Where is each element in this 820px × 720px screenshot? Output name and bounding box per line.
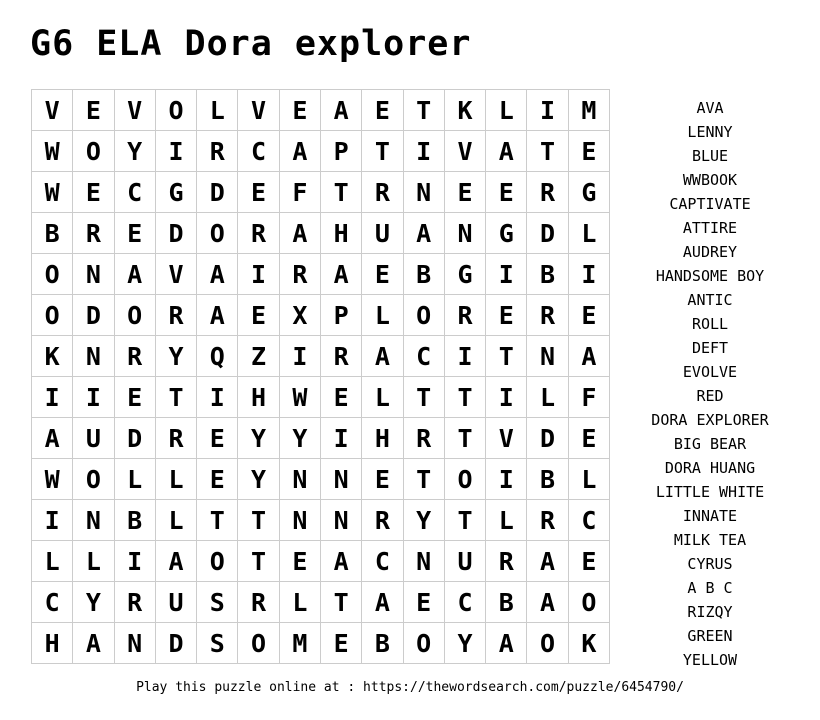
grid-cell[interactable]: O bbox=[197, 213, 238, 254]
grid-cell[interactable]: W bbox=[280, 377, 321, 418]
grid-cell[interactable]: I bbox=[32, 500, 73, 541]
grid-cell[interactable]: R bbox=[445, 295, 486, 336]
grid-cell[interactable]: F bbox=[280, 172, 321, 213]
grid-cell[interactable]: I bbox=[197, 377, 238, 418]
grid-cell[interactable]: N bbox=[280, 500, 321, 541]
grid-cell[interactable]: H bbox=[362, 418, 403, 459]
grid-cell[interactable]: Y bbox=[238, 459, 279, 500]
grid-cell[interactable]: E bbox=[362, 459, 403, 500]
grid-cell[interactable]: I bbox=[238, 254, 279, 295]
grid-cell[interactable]: E bbox=[569, 418, 610, 459]
grid-cell[interactable]: O bbox=[73, 131, 114, 172]
grid-cell[interactable]: I bbox=[486, 254, 527, 295]
grid-cell[interactable]: A bbox=[280, 213, 321, 254]
grid-cell[interactable]: B bbox=[32, 213, 73, 254]
grid-cell[interactable]: R bbox=[197, 131, 238, 172]
grid-cell[interactable]: A bbox=[197, 254, 238, 295]
grid-cell[interactable]: R bbox=[156, 295, 197, 336]
grid-cell[interactable]: E bbox=[569, 295, 610, 336]
grid-cell[interactable]: E bbox=[569, 541, 610, 582]
grid-cell[interactable]: A bbox=[73, 623, 114, 664]
grid-cell[interactable]: E bbox=[197, 459, 238, 500]
grid-cell[interactable]: T bbox=[527, 131, 568, 172]
grid-cell[interactable]: O bbox=[32, 254, 73, 295]
grid-cell[interactable]: C bbox=[115, 172, 156, 213]
grid-cell[interactable]: B bbox=[527, 254, 568, 295]
grid-cell[interactable]: E bbox=[404, 582, 445, 623]
grid-cell[interactable]: A bbox=[115, 254, 156, 295]
grid-cell[interactable]: Y bbox=[280, 418, 321, 459]
grid-cell[interactable]: A bbox=[197, 295, 238, 336]
grid-cell[interactable]: T bbox=[404, 459, 445, 500]
word-list-item: BIG BEAR bbox=[673, 435, 747, 453]
grid-cell[interactable]: H bbox=[238, 377, 279, 418]
word-list-item: MILK TEA bbox=[673, 531, 747, 549]
grid-cell[interactable]: T bbox=[197, 500, 238, 541]
grid-cell[interactable]: R bbox=[280, 254, 321, 295]
grid-cell[interactable]: N bbox=[280, 459, 321, 500]
grid-cell[interactable]: I bbox=[115, 541, 156, 582]
grid-cell[interactable]: V bbox=[486, 418, 527, 459]
grid-cell[interactable]: L bbox=[569, 213, 610, 254]
grid-cell[interactable]: V bbox=[238, 90, 279, 131]
grid-cell[interactable]: C bbox=[238, 131, 279, 172]
grid-cell[interactable]: T bbox=[404, 90, 445, 131]
grid-cell[interactable]: R bbox=[486, 541, 527, 582]
grid-cell[interactable]: D bbox=[527, 418, 568, 459]
word-list-item: DEFT bbox=[691, 339, 729, 357]
grid-cell[interactable]: E bbox=[197, 418, 238, 459]
word-search-grid bbox=[31, 89, 610, 664]
grid-cell[interactable]: I bbox=[321, 418, 362, 459]
grid-cell[interactable]: A bbox=[404, 213, 445, 254]
grid-cell[interactable]: V bbox=[115, 90, 156, 131]
grid-cell[interactable]: Q bbox=[197, 336, 238, 377]
grid-cell[interactable]: D bbox=[197, 172, 238, 213]
grid-cell[interactable]: K bbox=[445, 90, 486, 131]
grid-cell[interactable]: O bbox=[197, 541, 238, 582]
word-list-item: HANDSOME BOY bbox=[655, 267, 765, 285]
grid-cell[interactable]: L bbox=[527, 377, 568, 418]
word-list-item: INNATE bbox=[682, 507, 738, 525]
grid-cell[interactable]: E bbox=[362, 90, 403, 131]
grid-cell[interactable]: I bbox=[404, 131, 445, 172]
grid-cell[interactable]: H bbox=[32, 623, 73, 664]
grid-cell[interactable]: O bbox=[404, 623, 445, 664]
grid-cell[interactable]: N bbox=[321, 500, 362, 541]
word-list-item: CYRUS bbox=[687, 555, 733, 573]
grid-cell[interactable]: U bbox=[445, 541, 486, 582]
grid-cell[interactable]: O bbox=[115, 295, 156, 336]
word-list-item: RIZQY bbox=[687, 603, 733, 621]
grid-cell[interactable]: P bbox=[321, 295, 362, 336]
grid-cell[interactable]: V bbox=[156, 254, 197, 295]
grid-cell[interactable]: L bbox=[486, 500, 527, 541]
word-list-item: BLUE bbox=[691, 147, 729, 165]
grid-cell[interactable]: Y bbox=[115, 131, 156, 172]
grid-cell[interactable]: R bbox=[73, 213, 114, 254]
grid-cell[interactable]: R bbox=[156, 418, 197, 459]
grid-cell[interactable]: O bbox=[156, 90, 197, 131]
word-list-item: ATTIRE bbox=[682, 219, 738, 237]
word-list-item: RED bbox=[696, 387, 724, 405]
word-list-item: DORA EXPLORER bbox=[651, 411, 769, 429]
grid-cell[interactable]: E bbox=[115, 377, 156, 418]
grid-cell[interactable]: W bbox=[32, 172, 73, 213]
grid-cell[interactable]: U bbox=[73, 418, 114, 459]
grid-cell[interactable]: R bbox=[238, 213, 279, 254]
grid-cell[interactable]: N bbox=[73, 500, 114, 541]
grid-cell[interactable]: N bbox=[445, 213, 486, 254]
grid-cell[interactable]: L bbox=[362, 295, 403, 336]
grid-cell[interactable]: S bbox=[197, 582, 238, 623]
grid-cell[interactable]: O bbox=[238, 623, 279, 664]
grid-cell[interactable]: Y bbox=[73, 582, 114, 623]
grid-cell[interactable]: O bbox=[445, 459, 486, 500]
grid-cell[interactable]: F bbox=[569, 377, 610, 418]
grid-cell[interactable]: A bbox=[32, 418, 73, 459]
grid-cell[interactable]: E bbox=[238, 295, 279, 336]
grid-cell[interactable]: A bbox=[527, 541, 568, 582]
grid-cell[interactable]: N bbox=[404, 172, 445, 213]
grid-cell[interactable]: R bbox=[527, 172, 568, 213]
footer-play-online-link[interactable]: Play this puzzle online at : https://thewordsearch.com/puzzle/6454790/ bbox=[136, 680, 684, 695]
grid-cell[interactable]: N bbox=[73, 336, 114, 377]
page-title: G6 ELA Dora explorer bbox=[30, 24, 472, 64]
grid-cell[interactable]: L bbox=[569, 459, 610, 500]
word-list-item: WWBOOK bbox=[682, 171, 738, 189]
grid-cell[interactable]: I bbox=[527, 90, 568, 131]
grid-cell[interactable]: T bbox=[321, 172, 362, 213]
grid-cell[interactable]: Y bbox=[445, 623, 486, 664]
grid-cell[interactable]: V bbox=[32, 90, 73, 131]
grid-cell[interactable]: A bbox=[362, 582, 403, 623]
grid-cell[interactable]: H bbox=[321, 213, 362, 254]
grid-cell[interactable]: Y bbox=[156, 336, 197, 377]
grid-cell[interactable]: M bbox=[569, 90, 610, 131]
grid-cell[interactable]: B bbox=[486, 582, 527, 623]
grid-cell[interactable]: I bbox=[486, 377, 527, 418]
word-list-item: YELLOW bbox=[682, 651, 738, 669]
word-list-item: AVA bbox=[696, 99, 724, 117]
grid-cell[interactable]: S bbox=[197, 623, 238, 664]
grid-cell[interactable]: M bbox=[280, 623, 321, 664]
grid-cell[interactable]: O bbox=[527, 623, 568, 664]
grid-cell[interactable]: R bbox=[527, 500, 568, 541]
grid-cell[interactable]: O bbox=[73, 459, 114, 500]
grid-cell[interactable]: E bbox=[280, 541, 321, 582]
grid-cell[interactable]: E bbox=[486, 295, 527, 336]
grid-cell[interactable]: I bbox=[32, 377, 73, 418]
word-list-item: ANTIC bbox=[687, 291, 733, 309]
grid-cell[interactable]: A bbox=[486, 131, 527, 172]
grid-cell[interactable]: N bbox=[404, 541, 445, 582]
grid-cell[interactable]: T bbox=[238, 541, 279, 582]
grid-cell[interactable]: R bbox=[362, 500, 403, 541]
grid-cell[interactable]: D bbox=[156, 213, 197, 254]
word-list-item: AUDREY bbox=[682, 243, 738, 261]
grid-cell[interactable]: A bbox=[486, 623, 527, 664]
word-list-item: EVOLVE bbox=[682, 363, 738, 381]
grid-cell[interactable]: E bbox=[280, 90, 321, 131]
word-list bbox=[610, 96, 810, 672]
grid-cell[interactable]: E bbox=[238, 172, 279, 213]
grid-cell[interactable]: D bbox=[115, 418, 156, 459]
grid-cell[interactable]: C bbox=[362, 541, 403, 582]
grid-cell[interactable]: U bbox=[156, 582, 197, 623]
grid-cell[interactable]: O bbox=[32, 295, 73, 336]
grid-cell[interactable]: E bbox=[115, 213, 156, 254]
grid-cell[interactable]: R bbox=[404, 418, 445, 459]
grid-cell[interactable]: G bbox=[486, 213, 527, 254]
grid-cell[interactable]: T bbox=[404, 377, 445, 418]
grid-cell[interactable]: T bbox=[362, 131, 403, 172]
grid-cell[interactable]: A bbox=[569, 336, 610, 377]
grid-cell[interactable]: R bbox=[115, 336, 156, 377]
grid-cell[interactable]: A bbox=[321, 90, 362, 131]
grid-cell[interactable]: A bbox=[362, 336, 403, 377]
grid-cell[interactable]: G bbox=[569, 172, 610, 213]
grid-cell[interactable]: B bbox=[362, 623, 403, 664]
grid-cell[interactable]: T bbox=[238, 500, 279, 541]
grid-cell[interactable]: E bbox=[73, 90, 114, 131]
grid-cell[interactable]: L bbox=[486, 90, 527, 131]
grid-cell[interactable]: N bbox=[527, 336, 568, 377]
grid-cell[interactable]: Z bbox=[238, 336, 279, 377]
grid-cell[interactable]: O bbox=[404, 295, 445, 336]
grid-cell[interactable]: A bbox=[321, 541, 362, 582]
grid-cell[interactable]: E bbox=[362, 254, 403, 295]
grid-cell[interactable]: E bbox=[73, 172, 114, 213]
grid-cell[interactable]: L bbox=[156, 459, 197, 500]
grid-cell[interactable]: K bbox=[32, 336, 73, 377]
grid-cell[interactable]: I bbox=[73, 377, 114, 418]
grid-cell[interactable]: B bbox=[527, 459, 568, 500]
grid-cell[interactable]: C bbox=[404, 336, 445, 377]
grid-cell[interactable]: I bbox=[280, 336, 321, 377]
grid-cell[interactable]: E bbox=[445, 172, 486, 213]
grid-cell[interactable]: L bbox=[197, 90, 238, 131]
grid-cell[interactable]: R bbox=[362, 172, 403, 213]
grid-cell[interactable]: A bbox=[527, 582, 568, 623]
grid-cell[interactable]: G bbox=[445, 254, 486, 295]
grid-cell[interactable]: D bbox=[156, 623, 197, 664]
grid-cell[interactable]: N bbox=[73, 254, 114, 295]
grid-cell[interactable]: C bbox=[32, 582, 73, 623]
grid-cell[interactable]: L bbox=[115, 459, 156, 500]
grid-cell[interactable]: A bbox=[280, 131, 321, 172]
word-list-item: A B C bbox=[687, 579, 733, 597]
grid-cell[interactable]: D bbox=[527, 213, 568, 254]
grid-cell[interactable]: I bbox=[486, 459, 527, 500]
grid-cell[interactable]: C bbox=[445, 582, 486, 623]
grid-cell[interactable]: V bbox=[445, 131, 486, 172]
grid-cell[interactable]: W bbox=[32, 459, 73, 500]
grid-cell[interactable]: T bbox=[156, 377, 197, 418]
grid-cell[interactable]: R bbox=[527, 295, 568, 336]
grid-cell[interactable]: N bbox=[115, 623, 156, 664]
grid-cell[interactable]: E bbox=[486, 172, 527, 213]
grid-cell[interactable]: E bbox=[321, 377, 362, 418]
grid-cell[interactable]: B bbox=[404, 254, 445, 295]
grid-cell[interactable]: G bbox=[156, 172, 197, 213]
grid-cell[interactable]: L bbox=[73, 541, 114, 582]
grid-cell[interactable]: E bbox=[321, 623, 362, 664]
grid-cell[interactable]: T bbox=[321, 582, 362, 623]
grid-cell[interactable]: C bbox=[569, 500, 610, 541]
grid-cell[interactable]: O bbox=[569, 582, 610, 623]
grid-cell[interactable]: T bbox=[445, 418, 486, 459]
grid-cell[interactable]: A bbox=[321, 254, 362, 295]
word-list-item: CAPTIVATE bbox=[669, 195, 751, 213]
grid-cell[interactable]: T bbox=[486, 336, 527, 377]
grid-cell[interactable]: L bbox=[362, 377, 403, 418]
grid-cell[interactable]: Y bbox=[404, 500, 445, 541]
grid-cell[interactable]: A bbox=[156, 541, 197, 582]
grid-cell[interactable]: I bbox=[156, 131, 197, 172]
word-list-item: LENNY bbox=[687, 123, 733, 141]
grid-cell[interactable]: X bbox=[280, 295, 321, 336]
word-list-item: DORA HUANG bbox=[664, 459, 756, 477]
grid-cell[interactable]: U bbox=[362, 213, 403, 254]
grid-cell[interactable]: N bbox=[321, 459, 362, 500]
word-list-item: GREEN bbox=[687, 627, 733, 645]
grid-cell[interactable]: D bbox=[73, 295, 114, 336]
grid-cell[interactable]: R bbox=[115, 582, 156, 623]
word-list-item: LITTLE WHITE bbox=[655, 483, 765, 501]
grid-cell[interactable]: R bbox=[238, 582, 279, 623]
grid-cell[interactable]: Y bbox=[238, 418, 279, 459]
word-list-item: ROLL bbox=[691, 315, 729, 333]
grid-cell[interactable]: B bbox=[115, 500, 156, 541]
grid-cell[interactable]: K bbox=[569, 623, 610, 664]
grid-cell[interactable]: P bbox=[321, 131, 362, 172]
grid-cell[interactable]: L bbox=[280, 582, 321, 623]
grid-cell[interactable]: I bbox=[569, 254, 610, 295]
grid-cell[interactable]: T bbox=[445, 500, 486, 541]
grid-cell[interactable]: L bbox=[156, 500, 197, 541]
grid-cell[interactable]: I bbox=[445, 336, 486, 377]
grid-cell[interactable]: T bbox=[445, 377, 486, 418]
grid-cell[interactable]: E bbox=[569, 131, 610, 172]
grid-cell[interactable]: L bbox=[32, 541, 73, 582]
grid-cell[interactable]: W bbox=[32, 131, 73, 172]
grid-cell[interactable]: R bbox=[321, 336, 362, 377]
